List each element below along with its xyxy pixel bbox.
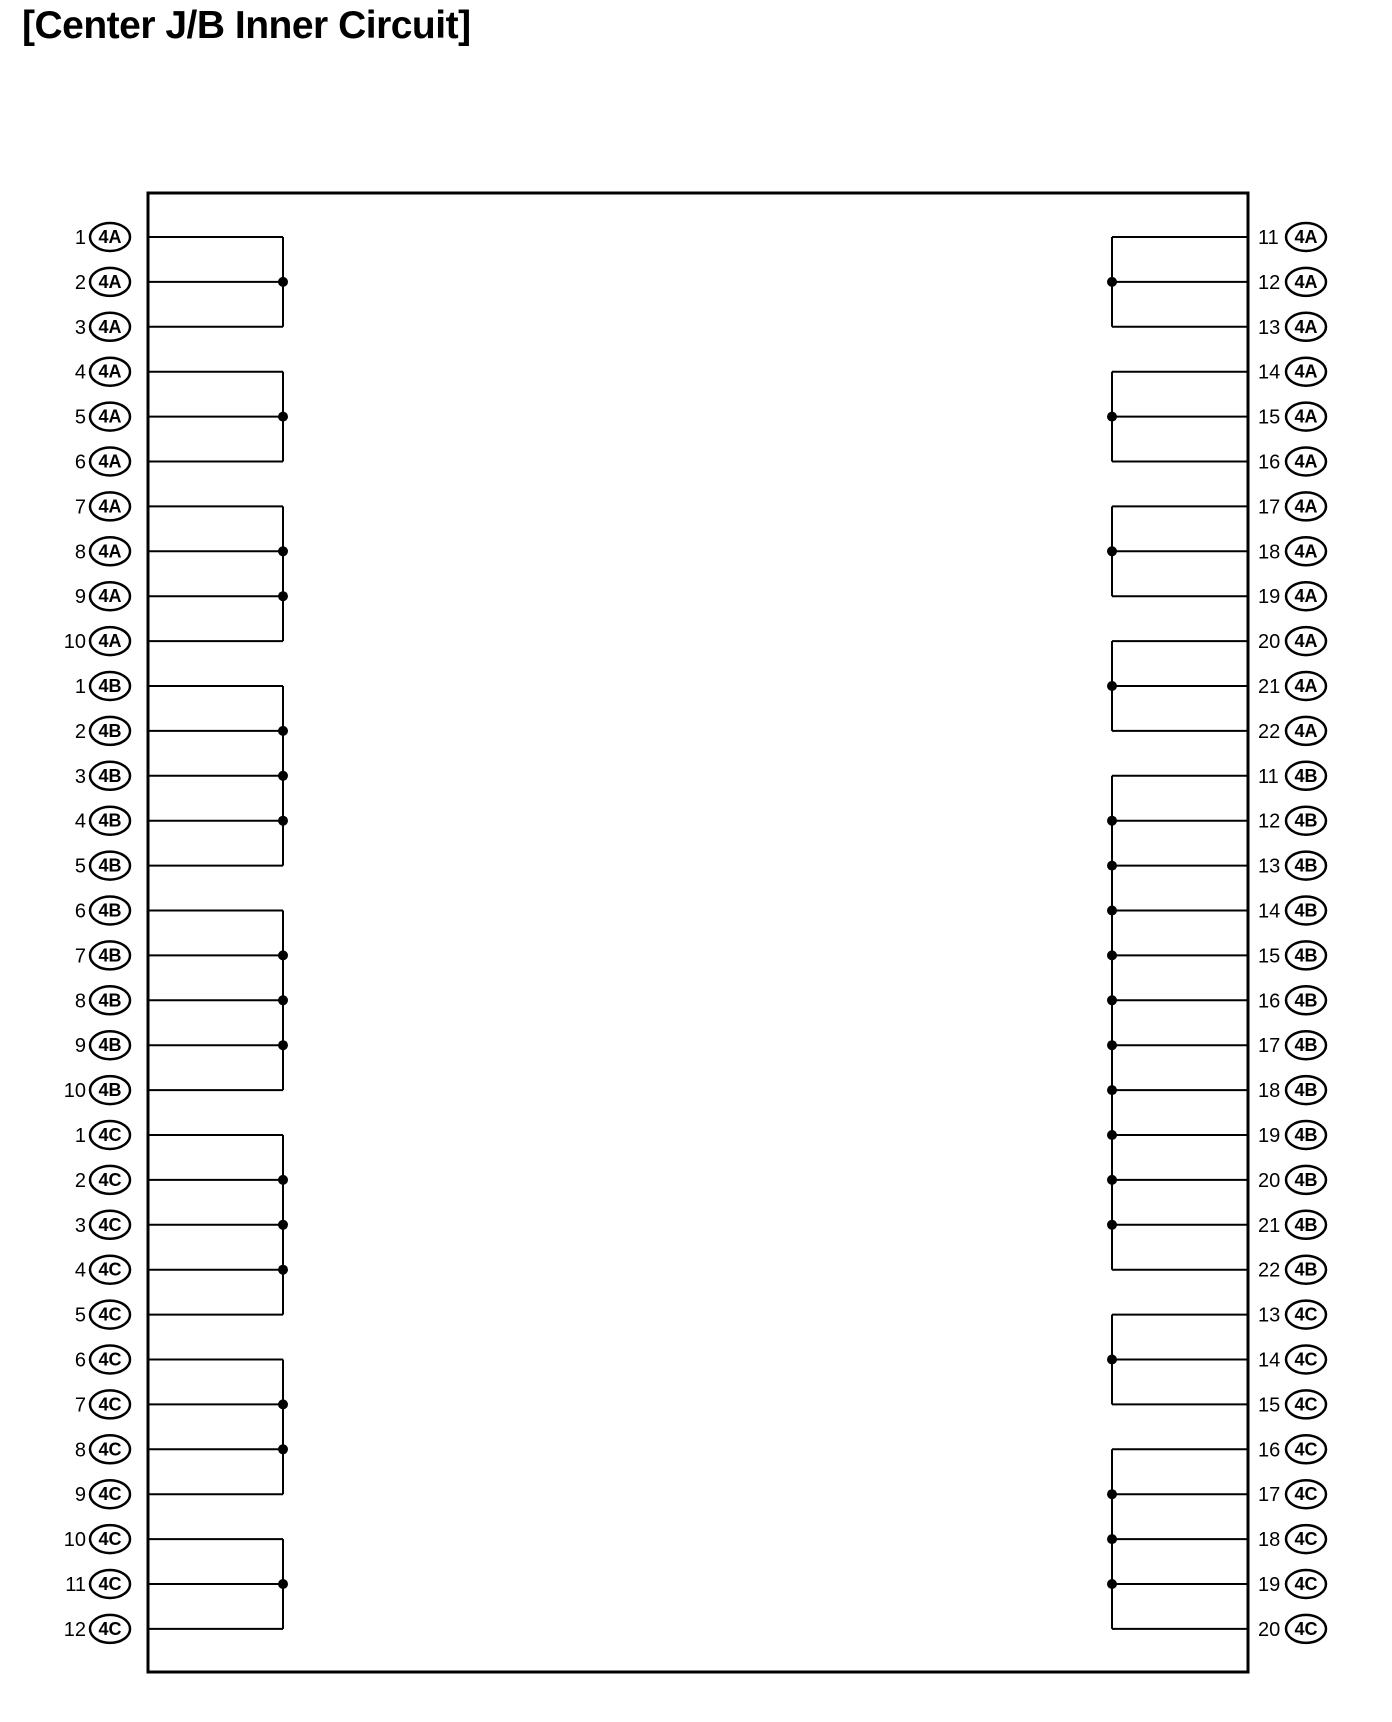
left-pin-label (75, 807, 130, 835)
right-splice-joint (1107, 1355, 1117, 1365)
left-splice-joint (278, 950, 288, 960)
right-pin-label (1258, 492, 1326, 520)
connector-code: 4A (98, 451, 122, 472)
connector-code: 4C (98, 1618, 122, 1639)
left-pin-label (75, 313, 130, 341)
pin-number: 15 (1258, 945, 1281, 968)
left-pin-label (75, 1390, 130, 1418)
right-pin-label (1258, 986, 1326, 1014)
right-splice-joint (1107, 1579, 1117, 1589)
pin-number: 21 (1258, 676, 1281, 698)
pin-number: 1 (74, 1125, 86, 1147)
connector-code: 4A (1294, 676, 1318, 696)
left-pin-label (75, 986, 130, 1014)
left-splice-joint (278, 1444, 288, 1454)
wire-layer (148, 237, 1248, 1629)
left-splice-joint (278, 1265, 288, 1275)
pin-number: 1 (74, 676, 86, 698)
left-splice-joint (278, 995, 288, 1005)
pin-label-layer (64, 223, 1326, 1643)
connector-code: 4A (1294, 316, 1318, 337)
connector-code: 4B (98, 855, 122, 876)
right-pin-label (1258, 1076, 1326, 1104)
left-pin-label (75, 492, 130, 520)
pin-number: 3 (74, 1214, 86, 1237)
connector-code: 4C (1294, 1439, 1318, 1460)
connector-code: 4A (98, 316, 122, 337)
pin-number: 3 (74, 316, 86, 339)
right-pin-label (1258, 672, 1326, 700)
pin-number: 16 (1258, 990, 1281, 1013)
right-splice-joint (1107, 412, 1117, 422)
left-splice-joint (278, 1399, 288, 1409)
right-pin-label (1258, 358, 1326, 386)
connector-code: 4C (98, 1529, 122, 1550)
pin-number: 17 (1258, 496, 1281, 519)
connector-code: 4C (98, 1304, 122, 1325)
connector-code: 4B (98, 1080, 122, 1101)
pin-number: 22 (1258, 1259, 1281, 1282)
pin-number: 19 (1258, 1125, 1281, 1147)
right-pin-label (1258, 941, 1326, 969)
right-pin-label (1258, 313, 1326, 341)
pin-number: 7 (74, 1394, 86, 1417)
right-splice-joint (1107, 995, 1117, 1005)
left-pin-label (75, 717, 130, 745)
left-pin-label (75, 941, 130, 969)
right-splice-joint (1107, 1489, 1117, 1499)
connector-code: 4C (98, 1125, 122, 1145)
connector-code: 4C (98, 1574, 122, 1594)
left-splice-joint (278, 726, 288, 736)
left-pin-label (75, 1435, 130, 1463)
connector-code: 4A (98, 361, 122, 382)
right-pin-label (1258, 1346, 1326, 1374)
right-splice-joint (1107, 906, 1117, 916)
left-pin-label (75, 1121, 130, 1149)
connector-code: 4C (1294, 1304, 1318, 1325)
left-pin-label (75, 403, 130, 431)
left-pin-label (75, 672, 130, 700)
left-pin-label (75, 1256, 130, 1284)
pin-number: 22 (1258, 720, 1281, 743)
left-splice-joint (278, 1175, 288, 1185)
left-pin-label (65, 1570, 130, 1598)
left-splice-joint (278, 1220, 288, 1230)
right-pin-label (1258, 1211, 1326, 1239)
left-pin-label (75, 1301, 130, 1329)
junction-block-outline (148, 193, 1248, 1672)
right-splice-joint (1107, 681, 1117, 691)
left-pin-label (75, 223, 130, 251)
pin-number: 21 (1258, 1214, 1281, 1237)
pin-number: 1 (74, 227, 86, 249)
connector-code: 4C (98, 1439, 122, 1460)
pin-number: 9 (74, 1484, 86, 1507)
left-pin-label (75, 1346, 130, 1374)
right-pin-label (1258, 1166, 1326, 1194)
connector-code: 4C (1294, 1618, 1318, 1639)
left-pin-label (75, 1211, 130, 1239)
connector-code: 4A (1294, 631, 1318, 652)
left-pin-label (64, 1615, 130, 1643)
connector-code: 4A (98, 496, 122, 517)
pin-number: 2 (74, 271, 86, 294)
connector-code: 4C (1294, 1529, 1318, 1550)
connector-code: 4B (1294, 900, 1318, 921)
connector-code: 4A (1294, 361, 1318, 382)
right-pin-label (1258, 1435, 1326, 1463)
pin-number: 4 (74, 810, 86, 833)
connector-code: 4A (1294, 227, 1318, 247)
left-pin-label (75, 582, 130, 610)
connector-code: 4A (1294, 451, 1318, 472)
left-splice-joint (278, 816, 288, 826)
left-splice-joint (278, 591, 288, 601)
pin-number: 11 (1258, 227, 1279, 249)
pin-number: 5 (74, 406, 86, 429)
pin-number: 16 (1258, 451, 1281, 474)
pin-number: 20 (1258, 1169, 1281, 1192)
right-splice-joint (1107, 816, 1117, 826)
pin-number: 4 (74, 361, 86, 384)
right-pin-label (1258, 1031, 1326, 1059)
right-pin-label (1258, 268, 1326, 296)
pin-number: 8 (74, 1439, 86, 1462)
left-splice-joint (278, 1579, 288, 1589)
pin-number: 13 (1258, 316, 1281, 339)
pin-number: 13 (1258, 1304, 1281, 1327)
left-splice-joint (278, 771, 288, 781)
right-pin-label (1258, 1525, 1326, 1553)
connector-code: 4B (98, 676, 122, 696)
connector-code: 4A (98, 631, 122, 652)
connector-code: 4A (1294, 720, 1318, 741)
connector-code: 4C (98, 1394, 122, 1415)
connector-code: 4B (1294, 1035, 1318, 1056)
pin-number: 19 (1258, 1574, 1281, 1596)
connector-code: 4C (98, 1349, 122, 1370)
connector-code: 4B (98, 810, 122, 831)
pin-number: 7 (74, 496, 86, 519)
pin-number: 10 (63, 631, 86, 654)
pin-number: 14 (1258, 900, 1281, 923)
connector-code: 4A (98, 586, 122, 607)
pin-number: 13 (1258, 855, 1281, 878)
right-pin-label (1258, 852, 1326, 880)
connector-code: 4A (1294, 586, 1318, 607)
pin-number: 11 (1258, 765, 1279, 788)
left-pin-label (75, 762, 130, 790)
connector-code: 4B (98, 720, 122, 741)
pin-number: 20 (1258, 631, 1281, 654)
connector-code: 4C (1294, 1394, 1318, 1415)
connector-code: 4A (98, 406, 122, 427)
right-pin-label (1258, 762, 1326, 790)
pin-number: 14 (1258, 361, 1281, 384)
connector-code: 4B (1294, 990, 1318, 1011)
right-pin-label (1258, 1301, 1326, 1329)
left-pin-label (75, 268, 130, 296)
pin-number: 20 (1258, 1618, 1281, 1641)
pin-number: 8 (74, 541, 86, 564)
pin-number: 12 (1258, 810, 1281, 833)
connector-code: 4A (1294, 271, 1318, 292)
pin-number: 2 (74, 1169, 86, 1192)
right-pin-label (1258, 582, 1326, 610)
connector-code: 4B (98, 945, 122, 966)
right-splice-joint (1107, 950, 1117, 960)
pin-number: 2 (74, 720, 86, 743)
connector-code: 4B (98, 765, 122, 786)
connector-code: 4C (98, 1484, 122, 1505)
right-splice-joint (1107, 1085, 1117, 1095)
right-splice-joint (1107, 546, 1117, 556)
joint-layer (278, 277, 1117, 1589)
pin-number: 9 (74, 586, 86, 609)
connector-code: 4B (1294, 1214, 1318, 1235)
connector-code: 4B (98, 900, 122, 921)
left-pin-label (64, 1076, 130, 1104)
right-splice-joint (1107, 861, 1117, 871)
pin-number: 17 (1258, 1035, 1281, 1058)
connector-code: 4B (1294, 855, 1318, 876)
right-pin-label (1258, 627, 1326, 655)
connector-code: 4C (98, 1259, 122, 1280)
right-splice-joint (1107, 1175, 1117, 1185)
left-pin-label (75, 537, 130, 565)
pin-number: 10 (63, 1529, 86, 1552)
pin-number: 7 (74, 945, 86, 968)
pin-number: 18 (1258, 1529, 1281, 1552)
left-splice-joint (278, 1040, 288, 1050)
pin-number: 8 (74, 990, 86, 1013)
right-splice-joint (1107, 1220, 1117, 1230)
right-pin-label (1258, 1570, 1326, 1598)
connector-code: 4A (1294, 406, 1318, 427)
pin-number: 12 (1258, 271, 1281, 294)
connector-code: 4B (1294, 1080, 1318, 1101)
left-pin-label (75, 852, 130, 880)
left-splice-joint (278, 412, 288, 422)
right-pin-label (1258, 1480, 1326, 1508)
connector-code: 4C (98, 1169, 122, 1190)
connector-code: 4B (1294, 1259, 1318, 1280)
connector-code: 4B (1294, 765, 1318, 786)
left-pin-label (75, 1031, 130, 1059)
left-pin-label (75, 358, 130, 386)
pin-number: 3 (74, 765, 86, 788)
right-splice-joint (1107, 277, 1117, 287)
connector-code: 4A (1294, 496, 1318, 517)
right-pin-label (1258, 1121, 1326, 1149)
left-pin-label (75, 448, 130, 476)
left-splice-joint (278, 546, 288, 556)
connector-code: 4C (1294, 1484, 1318, 1505)
connector-code: 4B (98, 990, 122, 1011)
connector-code: 4C (1294, 1349, 1318, 1370)
right-pin-label (1258, 537, 1326, 565)
pin-number: 4 (74, 1259, 86, 1282)
right-pin-label (1258, 1390, 1326, 1418)
left-splice-joint (278, 277, 288, 287)
pin-number: 6 (74, 451, 86, 474)
pin-number: 14 (1258, 1349, 1281, 1372)
pin-number: 15 (1258, 406, 1281, 429)
pin-number: 19 (1258, 586, 1281, 609)
connector-code: 4B (1294, 1169, 1318, 1190)
right-pin-label (1258, 807, 1326, 835)
pin-number: 15 (1258, 1394, 1281, 1417)
left-pin-label (64, 1525, 130, 1553)
pin-number: 17 (1258, 1484, 1281, 1507)
left-pin-label (75, 1480, 130, 1508)
right-pin-label (1258, 1615, 1326, 1643)
connector-code: 4B (1294, 810, 1318, 831)
connector-code: 4A (1294, 541, 1318, 562)
pin-number: 18 (1258, 1080, 1281, 1103)
connector-code: 4B (98, 1035, 122, 1056)
right-pin-label (1258, 223, 1326, 251)
connector-code: 4A (98, 227, 122, 247)
right-splice-joint (1107, 1040, 1117, 1050)
connector-code: 4B (1294, 1125, 1318, 1145)
pin-number: 9 (74, 1035, 86, 1058)
left-pin-label (75, 897, 130, 925)
right-pin-label (1258, 897, 1326, 925)
left-pin-label (64, 627, 130, 655)
right-pin-label (1258, 403, 1326, 431)
connector-code: 4C (1294, 1574, 1318, 1594)
pin-number: 12 (63, 1618, 86, 1641)
connector-code: 4A (98, 541, 122, 562)
pin-number: 16 (1258, 1439, 1281, 1462)
pin-number: 6 (74, 1349, 86, 1372)
pin-number: 6 (74, 900, 86, 923)
connector-code: 4C (98, 1214, 122, 1235)
right-pin-label (1258, 717, 1326, 745)
connector-code: 4B (1294, 945, 1318, 966)
pin-number: 11 (65, 1574, 86, 1596)
page-title: [Center J/B Inner Circuit] (22, 4, 471, 47)
pin-number: 18 (1258, 541, 1281, 564)
right-pin-label (1258, 1256, 1326, 1284)
right-splice-joint (1107, 1534, 1117, 1544)
right-splice-joint (1107, 1130, 1117, 1140)
pin-number: 5 (74, 855, 86, 878)
connector-code: 4A (98, 271, 122, 292)
right-pin-label (1258, 448, 1326, 476)
left-pin-label (75, 1166, 130, 1194)
pin-number: 10 (63, 1080, 86, 1103)
pin-number: 5 (74, 1304, 86, 1327)
